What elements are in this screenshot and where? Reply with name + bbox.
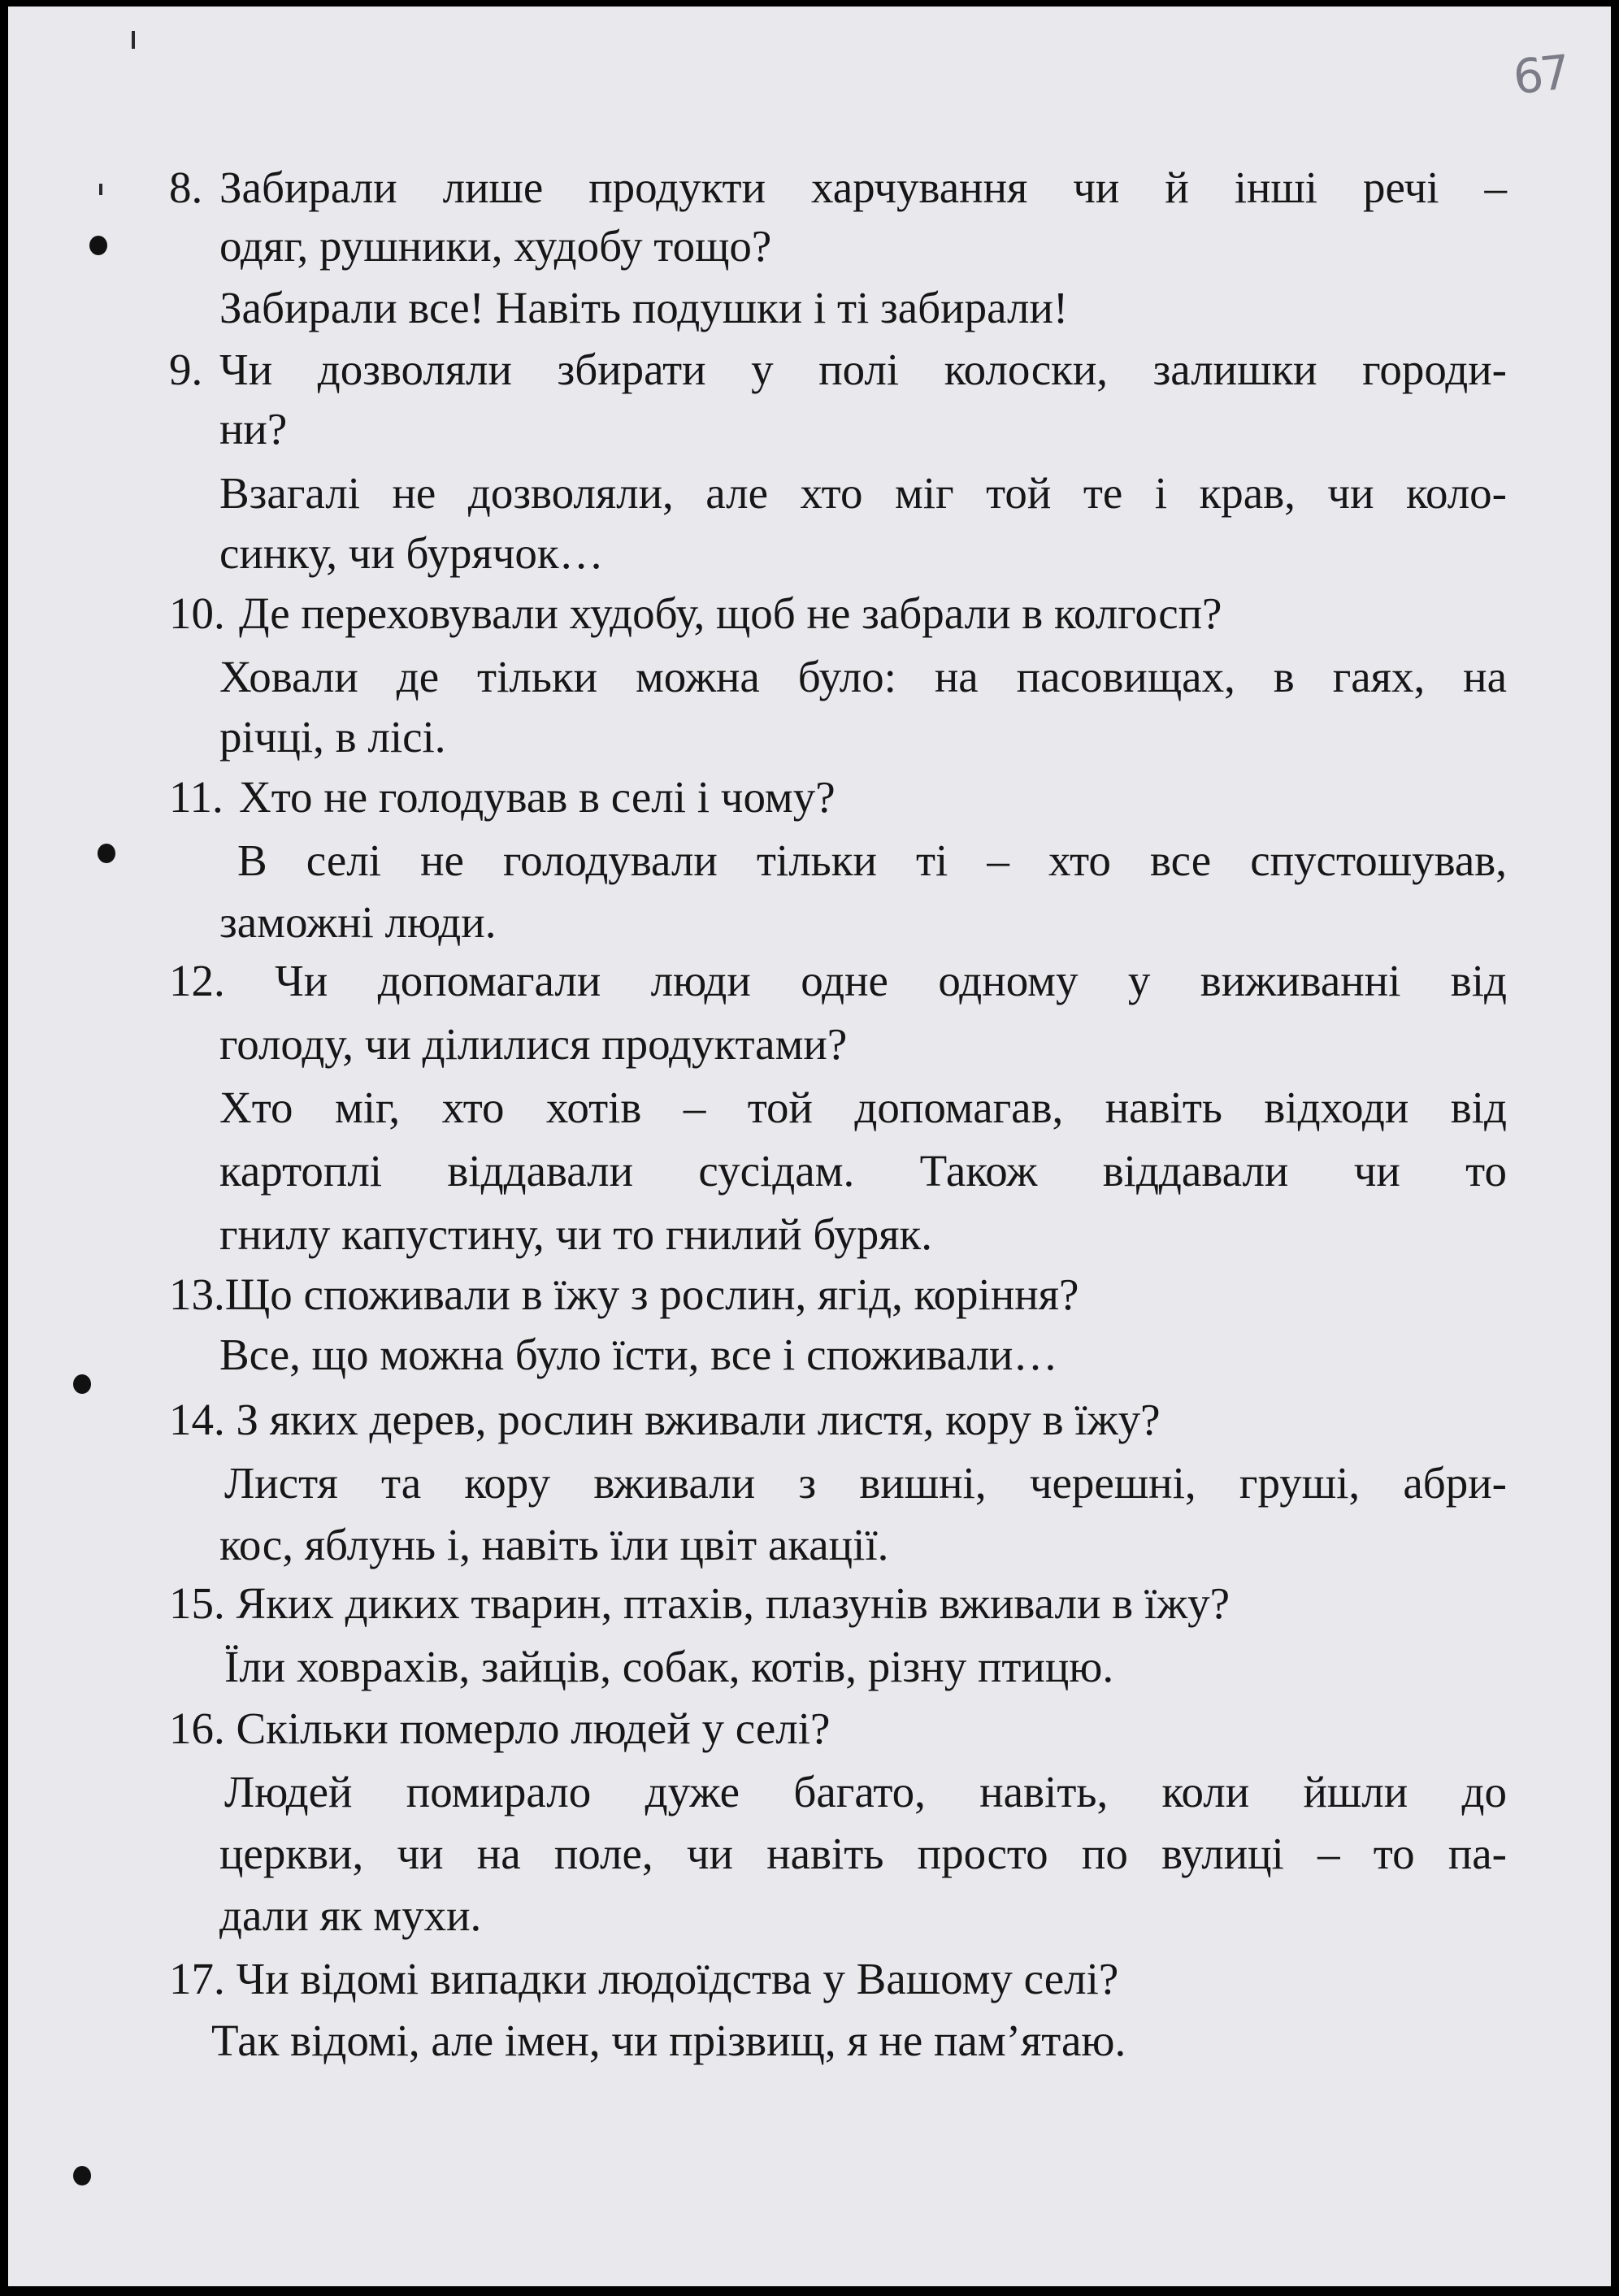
answer-11-line-2: заможні люди.: [219, 897, 497, 947]
answer-16-line-3: дали як мухи.: [219, 1890, 482, 1940]
answer-10-line-2: річці, в лісі.: [219, 712, 446, 762]
question-12-text-1: Чи допомагали люди одне одному у виживанні від: [275, 956, 1508, 1005]
answer-14-line-1: Листя та кору вживали з вишні, черешні, груші, абри-: [224, 1458, 1507, 1508]
question-13-line-1: [169, 1268, 1079, 1322]
question-16-text-1: Скільки померло людей у селі?: [236, 1704, 831, 1753]
question-9-line-2: ни?: [219, 404, 288, 454]
item-number-11: 11.: [169, 772, 224, 822]
answer-17-line-1: Так відомі, але імен, чи прізвищ, я не пам’ятаю.: [211, 2016, 1126, 2065]
answer-8-line-1: Забирали все! Навіть подушки і ті забирали!: [219, 283, 1069, 332]
question-9-line-1: [169, 343, 1507, 397]
item-number-16: 16.: [169, 1704, 225, 1753]
item-number-17: 17.: [169, 1954, 225, 2003]
item-number-9: 9.: [169, 345, 203, 394]
question-17-text-1: Чи відомі випадки людоїдства у Вашому селі?: [236, 1954, 1119, 2003]
question-11-line-1: [169, 770, 836, 824]
item-number-8: 8.: [169, 163, 203, 212]
question-11-text-1: Хто не голодував в селі і чому?: [239, 772, 836, 822]
answer-9-line-1: Взагалі не дозволяли, але хто міг той те і крав, чи коло-: [219, 468, 1507, 518]
question-14-line-1: [169, 1393, 1160, 1447]
item-number-14: 14.: [169, 1395, 225, 1444]
answer-12-line-1: Хто міг, хто хотів – той допомагав, навіть відходи від: [219, 1083, 1507, 1132]
answer-10-line-1: Ховали де тільки можна було: на пасовищах, в гаях, на: [219, 652, 1507, 701]
question-10-text-1: Де переховували худобу, щоб не забрали в колгосп?: [239, 588, 1222, 638]
answer-13-line-1: Все, що можна було їсти, все і споживали…: [219, 1330, 1058, 1379]
question-15-line-1: [169, 1577, 1230, 1630]
question-15-text-1: Яких диких тварин, птахів, плазунів вживали в їжу?: [236, 1578, 1231, 1628]
answer-16-line-2: церкви, чи на поле, чи навіть просто по вулиці – то па-: [219, 1829, 1507, 1878]
question-9-text-1: Чи дозволяли збирати у полі колоски, залишки городи-: [219, 345, 1507, 394]
question-12-line-2: голоду, чи ділилися продуктами?: [219, 1019, 848, 1069]
answer-14-line-2: кос, яблунь і, навіть їли цвіт акації.: [219, 1520, 889, 1569]
item-number-10: 10.: [169, 588, 225, 638]
document-page: [8, 7, 1611, 2286]
item-number-12: 12.: [169, 956, 225, 1005]
question-13-text-1: Що споживали в їжу з рослин, ягід, коріння?: [224, 1270, 1079, 1319]
question-16-line-1: [169, 1702, 830, 1756]
question-8-text-1: Забирали лише продукти харчування чи й інші речі –: [219, 163, 1507, 212]
answer-11-line-1: В селі не голодували тільки ті – хто все спустошував,: [237, 836, 1507, 885]
question-14-text-1: З яких дерев, рослин вживали листя, кору в їжу?: [236, 1395, 1161, 1444]
answer-12-line-2: картоплі віддавали сусідам. Також віддавали чи то: [219, 1146, 1507, 1196]
question-8-line-2: одяг, рушники, худобу тощо?: [219, 221, 772, 271]
answer-16-line-1: Людей помирало дуже багато, навіть, коли йшли до: [224, 1767, 1507, 1816]
item-number-13: 13.: [169, 1270, 225, 1319]
answer-15-line-1: Їли ховрахів, зайців, собак, котів, різну птицю.: [224, 1642, 1114, 1691]
question-17-line-1: [169, 1952, 1118, 2006]
item-number-15: 15.: [169, 1578, 225, 1628]
answer-12-line-3: гнилу капустину, чи то гнилий буряк.: [219, 1209, 932, 1259]
question-12-line-1: [169, 954, 1507, 1008]
answer-9-line-2: синку, чи бурячок…: [219, 528, 604, 578]
questionnaire-text: [8, 7, 1611, 2286]
question-10-line-1: [169, 587, 1222, 640]
page-number: 67: [1510, 44, 1570, 106]
question-8-line-1: [169, 161, 1507, 215]
